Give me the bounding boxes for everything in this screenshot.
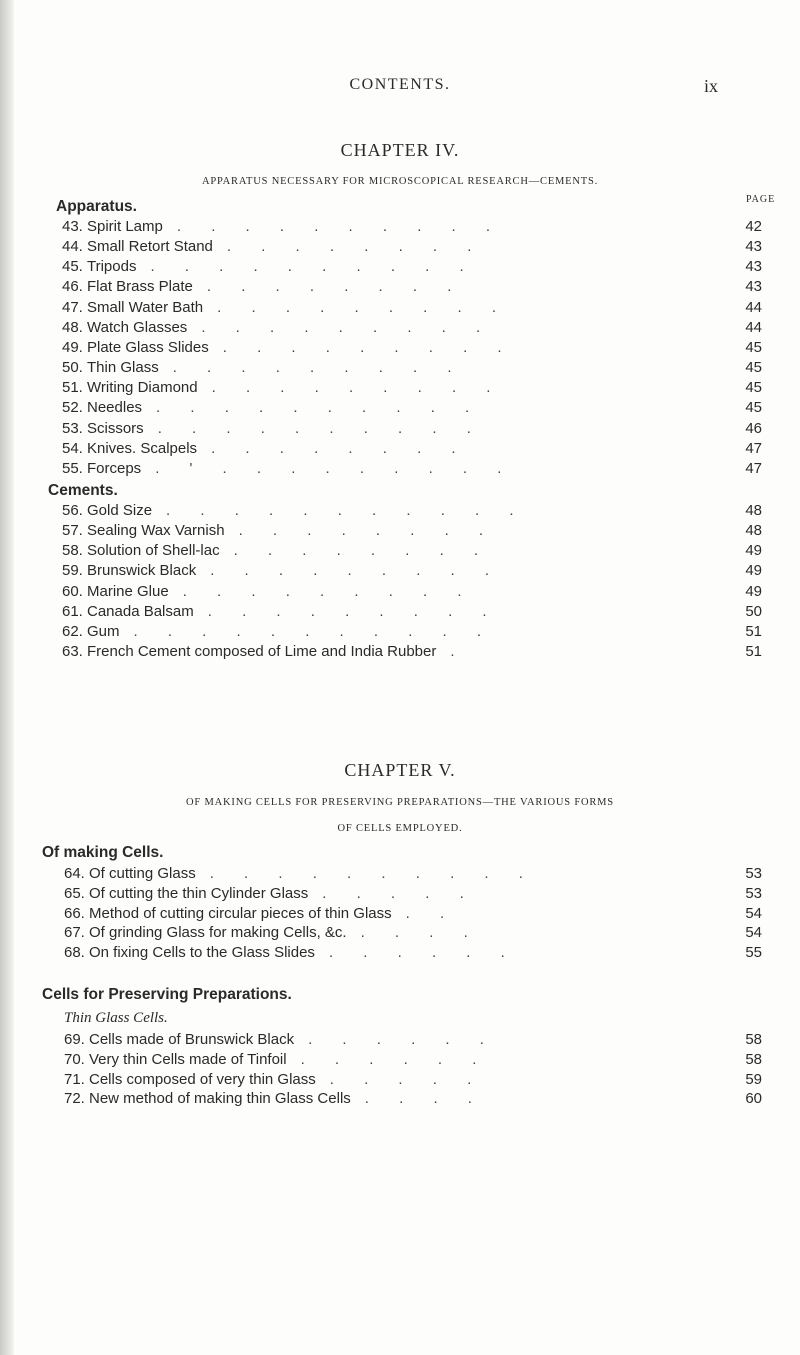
toc-entry: [62, 542, 762, 562]
page-header: [0, 76, 800, 100]
entry-number: 72.: [64, 1090, 85, 1108]
entry-page: 58: [745, 1050, 762, 1068]
dot-leader: . . . . . . . . . . .: [166, 502, 527, 519]
dot-leader: . . . . . . . . .: [172, 359, 465, 377]
toc-entry: [62, 603, 762, 623]
toc-entry: [64, 885, 762, 905]
dot-leader: . . . . . . . . .: [210, 562, 503, 580]
entry-title: Of cutting the thin Cylinder Glass: [89, 884, 309, 902]
dot-leader: . . . . . . . .: [211, 439, 469, 457]
dot-leader: . . . . . . . . .: [217, 298, 510, 316]
toc-entry: [62, 319, 762, 339]
entry-page: 44: [745, 298, 762, 316]
entry-title: New method of making thin Glass Cells: [89, 1090, 351, 1108]
entry-number: 57.: [62, 522, 83, 540]
chapter-5-title: CHAPTER V.: [344, 760, 456, 780]
making-cells-heading: Of making Cells.: [42, 844, 164, 861]
toc-entry: [62, 359, 762, 379]
entry-title: Thin Glass: [87, 359, 159, 377]
entry-title: Gold Size: [87, 502, 153, 519]
entry-page: 45: [745, 338, 762, 356]
dot-leader: . . . . . . . .: [233, 542, 492, 560]
entry-number: 67.: [64, 924, 85, 942]
entry-page: 49: [745, 582, 762, 600]
toc-entry: [62, 379, 762, 399]
entry-title: Solution of Shell-lac: [87, 542, 220, 560]
dot-leader: . . . . .: [329, 1070, 485, 1088]
toc-entry: [64, 1090, 762, 1110]
chapter-4-subtitle: APPARATUS NECESSARY FOR MICROSCOPICAL RESEARCH—CEMENTS.: [201, 176, 599, 187]
entry-title: French Cement composed of Lime and India Rubber: [87, 643, 437, 661]
entry-number: 56.: [62, 502, 83, 519]
dot-leader: . . . . .: [322, 884, 477, 902]
toc-entry: [62, 218, 762, 238]
entry-page: 46: [745, 419, 762, 437]
preserving-heading: Cells for Preserving Preparations.: [42, 986, 292, 1003]
entry-title: Cells composed of very thin Glass: [89, 1070, 316, 1088]
entry-title: Small Retort Stand: [87, 238, 213, 256]
entry-number: 55.: [62, 459, 83, 477]
entry-title: Scissors: [87, 419, 144, 437]
dot-leader: . . . . . . . .: [226, 238, 485, 256]
entry-number: 53.: [62, 419, 83, 437]
toc-entry: [64, 905, 762, 925]
toc-entry: [62, 238, 762, 258]
entry-title: Tripods: [87, 258, 137, 276]
entry-page: 53: [745, 884, 762, 902]
entry-number: 68.: [64, 944, 85, 962]
entry-number: 50.: [62, 359, 83, 377]
chapter-5-subtitle-line2: OF CELLS EMPLOYED.: [337, 823, 463, 834]
dot-leader: . . . . . . . . .: [211, 379, 504, 397]
dot-leader: . . . . . . . . .: [182, 582, 475, 600]
dot-leader: . . . . . . . . . . .: [133, 622, 495, 640]
toc-entry: [64, 924, 762, 944]
entry-page: 50: [745, 602, 762, 620]
entry-number: 51.: [62, 379, 83, 397]
entry-page: 48: [745, 502, 762, 519]
toc-entry: [62, 440, 762, 460]
running-title: CONTENTS.: [349, 76, 451, 93]
entry-page: 45: [745, 379, 762, 397]
entry-page: 44: [745, 318, 762, 336]
entry-number: 43.: [62, 218, 83, 235]
entry-title: Sealing Wax Varnish: [87, 522, 225, 540]
entry-title: Needles: [87, 399, 143, 417]
toc-entry: [62, 299, 762, 319]
dot-leader: . . . .: [360, 924, 481, 942]
entry-page: 58: [745, 1031, 762, 1048]
entry-number: 65.: [64, 884, 85, 902]
entry-page: 48: [745, 522, 762, 540]
entry-number: 59.: [62, 562, 83, 580]
toc-entry: [64, 1031, 762, 1051]
entry-title: Watch Glasses: [87, 318, 188, 336]
toc-entry: [64, 944, 762, 964]
entry-title: Gum: [87, 622, 120, 640]
entry-title: Marine Glue: [87, 582, 169, 600]
entry-page: 51: [745, 622, 762, 640]
entry-page: 49: [745, 562, 762, 580]
toc-entry: [62, 278, 762, 298]
dot-leader: . . . . . .: [308, 1031, 497, 1048]
dot-leader: . . . . . .: [328, 944, 518, 962]
entry-page: 43: [745, 238, 762, 256]
page-number: ix: [703, 76, 718, 96]
toc-entry: [64, 1071, 762, 1091]
entry-page: 42: [745, 218, 762, 235]
toc-entry: [62, 643, 762, 663]
entry-page: 54: [745, 924, 762, 942]
entry-title: Method of cutting circular pieces of thin Glass: [89, 904, 392, 922]
dot-leader: . .: [405, 904, 458, 922]
entry-number: 54.: [62, 439, 83, 457]
dot-leader: . . . . . . . . . .: [176, 218, 504, 235]
entry-number: 71.: [64, 1070, 85, 1088]
entry-title: Small Water Bath: [87, 298, 204, 316]
page-column-label: PAGE: [746, 194, 776, 205]
entry-number: 58.: [62, 542, 83, 560]
dot-leader: . . . . . . . . . .: [209, 865, 536, 882]
dot-leader: . . . . . . . . . .: [157, 419, 484, 437]
entry-number: 63.: [62, 643, 83, 661]
entry-number: 64.: [64, 865, 85, 882]
entry-title: Forceps: [87, 459, 142, 477]
entry-title: Writing Diamond: [87, 379, 198, 397]
entry-page: 47: [745, 439, 762, 457]
entry-number: 62.: [62, 622, 83, 640]
entry-title: Of cutting Glass: [89, 865, 196, 882]
entry-number: 66.: [64, 904, 85, 922]
entry-page: 54: [745, 904, 762, 922]
dot-leader: . . . . . . . . .: [201, 318, 494, 336]
entry-page: 43: [745, 278, 762, 296]
dot-leader: . . . . . . . . . .: [156, 399, 483, 417]
toc-entry: [62, 623, 762, 643]
dot-leader: . ' . . . . . . . . .: [155, 459, 515, 477]
entry-number: 60.: [62, 582, 83, 600]
chapter-4-title: CHAPTER IV.: [340, 140, 460, 160]
toc-entry: [62, 339, 762, 359]
toc-entry: [64, 865, 762, 885]
entry-number: 61.: [62, 602, 83, 620]
entry-number: 69.: [64, 1031, 85, 1048]
entry-page: 59: [745, 1070, 762, 1088]
dot-leader: . . . . . . . . . .: [150, 258, 477, 276]
dot-leader: .: [450, 643, 468, 661]
entry-title: Plate Glass Slides: [87, 338, 209, 356]
entry-number: 48.: [62, 318, 83, 336]
entry-title: On fixing Cells to the Glass Slides: [89, 944, 315, 962]
entry-title: Very thin Cells made of Tinfoil: [89, 1050, 287, 1068]
chapter-5-subtitle-line1: OF MAKING CELLS FOR PRESERVING PREPARATIONS—THE VARIOUS FORMS: [186, 797, 614, 808]
entry-title: Spirit Lamp: [87, 218, 163, 235]
dot-leader: . . . . . .: [300, 1050, 490, 1068]
entry-number: 70.: [64, 1050, 85, 1068]
entry-number: 44.: [62, 238, 83, 256]
entry-page: 51: [745, 643, 762, 661]
entry-title: Of grinding Glass for making Cells, &c.: [89, 924, 347, 942]
dot-leader: . . . . . . . . .: [222, 338, 515, 356]
toc-entry: [62, 522, 762, 542]
entry-title: Brunswick Black: [87, 562, 197, 580]
entry-title: Flat Brass Plate: [87, 278, 193, 296]
toc-entry: [62, 258, 762, 278]
entry-page: 43: [745, 258, 762, 276]
entry-page: 53: [745, 865, 762, 882]
entry-title: Cells made of Brunswick Black: [89, 1031, 295, 1048]
entry-page: 55: [745, 944, 762, 962]
toc-entry: [62, 583, 762, 603]
toc-entry: [62, 460, 762, 480]
entry-number: 49.: [62, 338, 83, 356]
toc-entry: [62, 502, 762, 522]
cements-heading: Cements.: [48, 482, 118, 499]
entry-number: 45.: [62, 258, 83, 276]
entry-page: 47: [745, 459, 762, 477]
entry-page: 45: [745, 359, 762, 377]
toc-entry: [62, 420, 762, 440]
entry-number: 46.: [62, 278, 83, 296]
dot-leader: . . . . . . . .: [206, 278, 465, 296]
dot-leader: . . . .: [364, 1090, 485, 1108]
entry-title: Canada Balsam: [87, 602, 194, 620]
entry-page: 60: [745, 1090, 762, 1108]
toc-entry: [62, 562, 762, 582]
page-spine-shadow: [0, 0, 14, 1355]
entry-number: 47.: [62, 298, 83, 316]
entry-title: Knives. Scalpels: [87, 439, 198, 457]
entry-page: 45: [745, 399, 762, 417]
dot-leader: . . . . . . . .: [238, 522, 497, 540]
thin-glass-heading: Thin Glass Cells.: [64, 1010, 168, 1026]
apparatus-heading: Apparatus.: [56, 198, 137, 215]
toc-entry: [64, 1051, 762, 1071]
entry-page: 49: [745, 542, 762, 560]
entry-number: 52.: [62, 399, 83, 417]
dot-leader: . . . . . . . . .: [207, 602, 500, 620]
toc-entry: [62, 399, 762, 419]
